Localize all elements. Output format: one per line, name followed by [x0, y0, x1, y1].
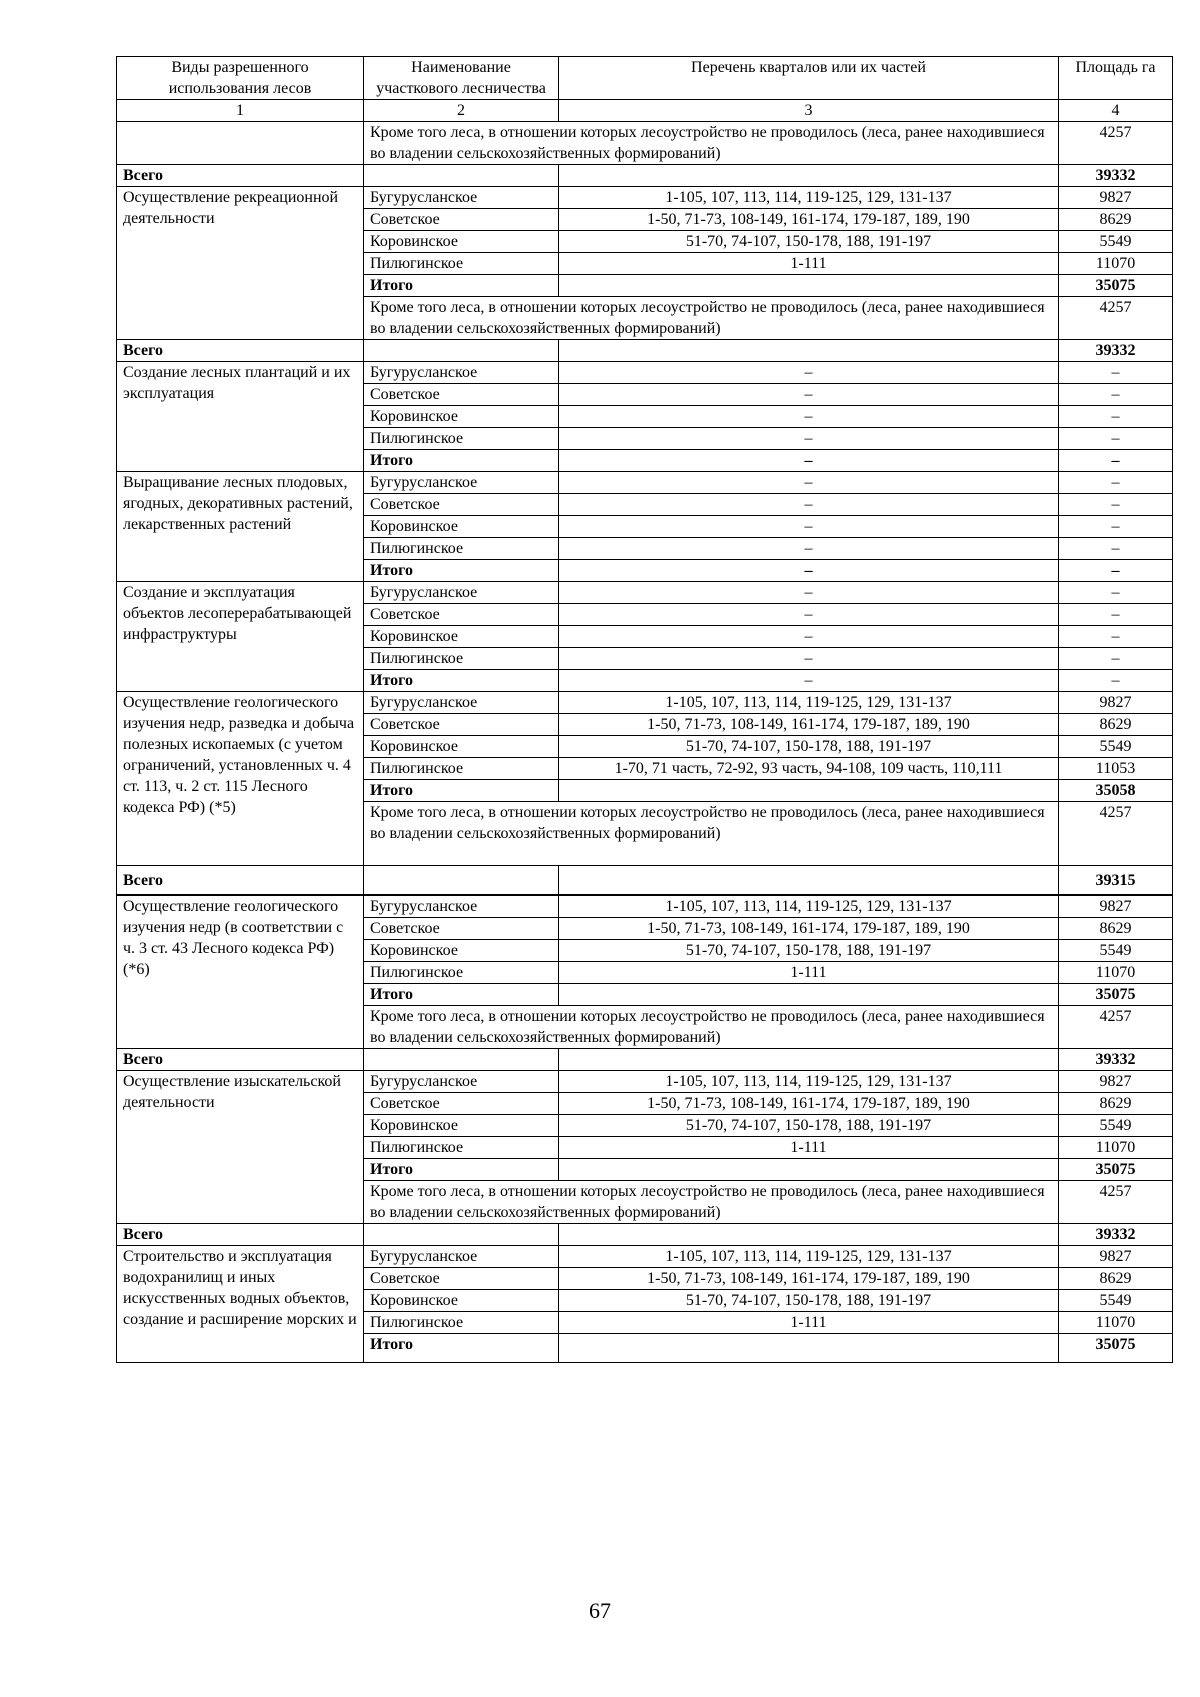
quarter-list: 1-105, 107, 113, 114, 119-125, 129, 131-137: [559, 1246, 1059, 1268]
subtotal-label: Итого: [364, 275, 559, 297]
subtotal-label: Итого: [364, 1159, 559, 1181]
quarter-list: 51-70, 74-107, 150-178, 188, 191-197: [559, 1290, 1059, 1312]
forestry-name: Коровинское: [364, 1115, 559, 1137]
area-cell: 8629: [1059, 918, 1173, 940]
table-row: [117, 362, 1173, 384]
area-cell: 11070: [1059, 1312, 1173, 1334]
quarter-list: 1-50, 71-73, 108-149, 161-174, 179-187, 189, 190: [559, 1093, 1059, 1115]
area-cell: –: [1059, 494, 1173, 516]
forestry-name: Коровинское: [364, 406, 559, 428]
subtotal-label: Итого: [364, 780, 559, 802]
forestry-name: Коровинское: [364, 516, 559, 538]
forestry-name: Советское: [364, 714, 559, 736]
page-number: 67: [589, 1598, 611, 1623]
area-cell: 4257: [1059, 122, 1173, 165]
forestry-name: Советское: [364, 494, 559, 516]
forestry-name: Бугурусланское: [364, 472, 559, 494]
quarter-list: 1-111: [559, 253, 1059, 275]
quarter-list: –: [559, 560, 1059, 582]
total-label: Всего: [117, 866, 364, 896]
usage-type-cell: Осуществление геологического изучения недр, разведка и добыча полезных ископаемых (с учетом ограничений, установленных ч. 4 ст. 113, ч. 2 ст. 115 Лесного кодекса РФ) (*5): [117, 692, 364, 866]
header-area: Площадь га: [1059, 57, 1173, 100]
quarter-list: 1-111: [559, 1312, 1059, 1334]
note-text: Кроме того леса, в отношении которых лесоустройство не проводилось (леса, ранее находившиеся во владении сельскохозяйственных формирований): [364, 802, 1059, 866]
forestry-name: Пилюгинское: [364, 253, 559, 275]
table-row: [117, 692, 1173, 714]
total-label: Всего: [117, 1049, 364, 1071]
area-cell: 9827: [1059, 1246, 1173, 1268]
quarter-list: 1-105, 107, 113, 114, 119-125, 129, 131-137: [559, 895, 1059, 918]
area-cell: –: [1059, 516, 1173, 538]
quarter-list: 51-70, 74-107, 150-178, 188, 191-197: [559, 940, 1059, 962]
forestry-name: Пилюгинское: [364, 962, 559, 984]
forestry-name: Советское: [364, 918, 559, 940]
total-area: 39332: [1059, 340, 1173, 362]
area-cell: 9827: [1059, 692, 1173, 714]
quarter-list: –: [559, 494, 1059, 516]
total-row: [117, 1049, 1173, 1071]
forestry-name: Бугурусланское: [364, 1071, 559, 1093]
forestry-name: Советское: [364, 384, 559, 406]
total-area: 39332: [1059, 1224, 1173, 1246]
column-number: 1: [117, 100, 364, 122]
table-column-numbers-row: [117, 100, 1173, 122]
usage-type-cell: Осуществление изыскательской деятельности: [117, 1071, 364, 1224]
table-row: [117, 122, 1173, 165]
quarter-list: 1-50, 71-73, 108-149, 161-174, 179-187, 189, 190: [559, 1268, 1059, 1290]
quarter-list: 1-105, 107, 113, 114, 119-125, 129, 131-137: [559, 187, 1059, 209]
subtotal-label: Итого: [364, 1334, 559, 1363]
area-cell: 11070: [1059, 1137, 1173, 1159]
quarter-list: –: [559, 516, 1059, 538]
total-area: 39332: [1059, 1049, 1173, 1071]
quarter-list: –: [559, 648, 1059, 670]
quarter-list: 1-50, 71-73, 108-149, 161-174, 179-187, 189, 190: [559, 918, 1059, 940]
forestry-name: Коровинское: [364, 626, 559, 648]
area-cell: 5549: [1059, 231, 1173, 253]
table-row: [117, 582, 1173, 604]
forestry-name: Коровинское: [364, 736, 559, 758]
forestry-name: Пилюгинское: [364, 648, 559, 670]
area-cell: 11053: [1059, 758, 1173, 780]
note-text: Кроме того леса, в отношении которых лесоустройство не проводилось (леса, ранее находившиеся во владении сельскохозяйственных формирований): [364, 122, 1059, 165]
quarter-list: –: [559, 406, 1059, 428]
quarter-list: 1-111: [559, 962, 1059, 984]
quarter-list: –: [559, 428, 1059, 450]
forestry-name: Советское: [364, 1268, 559, 1290]
table-header-row: [117, 57, 1173, 100]
area-cell: 4257: [1059, 802, 1173, 866]
subtotal-area: 35075: [1059, 1159, 1173, 1181]
forestry-name: Пилюгинское: [364, 428, 559, 450]
note-text: Кроме того леса, в отношении которых лесоустройство не проводилось (леса, ранее находившиеся во владении сельскохозяйственных формирований): [364, 1006, 1059, 1049]
area-cell: 9827: [1059, 895, 1173, 918]
forestry-name: Пилюгинское: [364, 758, 559, 780]
total-label: Всего: [117, 1224, 364, 1246]
subtotal-label: Итого: [364, 670, 559, 692]
quarter-list: –: [559, 626, 1059, 648]
area-cell: 9827: [1059, 1071, 1173, 1093]
column-number: 4: [1059, 100, 1173, 122]
area-cell: –: [1059, 538, 1173, 560]
forestry-name: Коровинское: [364, 231, 559, 253]
forestry-name: Советское: [364, 604, 559, 626]
usage-type-cell: Осуществление рекреационной деятельности: [117, 187, 364, 340]
header-usage-type: Виды разрешенного использования лесов: [117, 57, 364, 100]
column-number: 2: [364, 100, 559, 122]
header-quarter-list: Перечень кварталов или их частей: [559, 57, 1059, 100]
forestry-name: Пилюгинское: [364, 538, 559, 560]
forestry-name: Коровинское: [364, 940, 559, 962]
area-cell: –: [1059, 428, 1173, 450]
forestry-name: Пилюгинское: [364, 1312, 559, 1334]
usage-type-cell: Создание и эксплуатация объектов лесоперерабатывающей инфраструктуры: [117, 582, 364, 692]
header-forestry-name: Наименование участкового лесничества: [364, 57, 559, 100]
usage-type-cell: Создание лесных плантаций и их эксплуатация: [117, 362, 364, 472]
quarter-list: –: [559, 670, 1059, 692]
area-cell: –: [1059, 384, 1173, 406]
quarter-list: 1-105, 107, 113, 114, 119-125, 129, 131-137: [559, 692, 1059, 714]
quarter-list: –: [559, 384, 1059, 406]
quarter-list: 1-70, 71 часть, 72-92, 93 часть, 94-108, 109 часть, 110,111: [559, 758, 1059, 780]
total-row: [117, 866, 1173, 896]
subtotal-label: Итого: [364, 984, 559, 1006]
area-cell: –: [1059, 406, 1173, 428]
table-row: [117, 187, 1173, 209]
quarter-list: 51-70, 74-107, 150-178, 188, 191-197: [559, 231, 1059, 253]
area-cell: 5549: [1059, 940, 1173, 962]
area-cell: 9827: [1059, 187, 1173, 209]
subtotal-area: –: [1059, 670, 1173, 692]
area-cell: –: [1059, 648, 1173, 670]
subtotal-area: 35075: [1059, 984, 1173, 1006]
note-text: Кроме того леса, в отношении которых лесоустройство не проводилось (леса, ранее находившиеся во владении сельскохозяйственных формирований): [364, 297, 1059, 340]
quarter-list: –: [559, 362, 1059, 384]
subtotal-area: 35075: [1059, 1334, 1173, 1363]
total-row: [117, 1224, 1173, 1246]
area-cell: 11070: [1059, 253, 1173, 275]
table-row: [117, 472, 1173, 494]
total-area: 39332: [1059, 165, 1173, 187]
quarter-list: 1-111: [559, 1137, 1059, 1159]
quarter-list: 51-70, 74-107, 150-178, 188, 191-197: [559, 1115, 1059, 1137]
quarter-list: –: [559, 450, 1059, 472]
area-cell: 11070: [1059, 962, 1173, 984]
total-area: 39315: [1059, 866, 1173, 896]
area-cell: 4257: [1059, 297, 1173, 340]
quarter-list: 1-50, 71-73, 108-149, 161-174, 179-187, 189, 190: [559, 209, 1059, 231]
area-cell: –: [1059, 472, 1173, 494]
area-cell: 5549: [1059, 1290, 1173, 1312]
total-row: [117, 165, 1173, 187]
usage-type-cell: Выращивание лесных плодовых, ягодных, декоративных растений, лекарственных растений: [117, 472, 364, 582]
area-cell: 5549: [1059, 1115, 1173, 1137]
forest-use-table: [116, 56, 1173, 1363]
forestry-name: Советское: [364, 209, 559, 231]
quarter-list: 1-50, 71-73, 108-149, 161-174, 179-187, 189, 190: [559, 714, 1059, 736]
area-cell: –: [1059, 626, 1173, 648]
subtotal-area: –: [1059, 560, 1173, 582]
usage-type-cell: Осуществление геологического изучения недр (в соответствии с ч. 3 ст. 43 Лесного кодекса РФ) (*6): [117, 895, 364, 1049]
subtotal-area: 35058: [1059, 780, 1173, 802]
total-row: [117, 340, 1173, 362]
subtotal-label: Итого: [364, 560, 559, 582]
table-row: [117, 1071, 1173, 1093]
area-cell: 8629: [1059, 714, 1173, 736]
area-cell: 8629: [1059, 1093, 1173, 1115]
quarter-list: –: [559, 604, 1059, 626]
usage-type-cell: Строительство и эксплуатация водохранилищ и иных искусственных водных объектов, создание и расширение морских и: [117, 1246, 364, 1363]
forestry-name: Бугурусланское: [364, 362, 559, 384]
area-cell: 8629: [1059, 1268, 1173, 1290]
forestry-name: Советское: [364, 1093, 559, 1115]
subtotal-area: –: [1059, 450, 1173, 472]
quarter-list: –: [559, 538, 1059, 560]
note-text: Кроме того леса, в отношении которых лесоустройство не проводилось (леса, ранее находившиеся во владении сельскохозяйственных формирований): [364, 1181, 1059, 1224]
subtotal-label: Итого: [364, 450, 559, 472]
forestry-name: Пилюгинское: [364, 1137, 559, 1159]
area-cell: 4257: [1059, 1006, 1173, 1049]
area-cell: 8629: [1059, 209, 1173, 231]
column-number: 3: [559, 100, 1059, 122]
forestry-name: Бугурусланское: [364, 582, 559, 604]
usage-type-cell: [117, 122, 364, 165]
table-row: [117, 1246, 1173, 1268]
area-cell: –: [1059, 604, 1173, 626]
quarter-list: –: [559, 472, 1059, 494]
area-cell: 4257: [1059, 1181, 1173, 1224]
subtotal-area: 35075: [1059, 275, 1173, 297]
forestry-name: Бугурусланское: [364, 895, 559, 918]
area-cell: –: [1059, 362, 1173, 384]
table-row: [117, 895, 1173, 918]
quarter-list: –: [559, 582, 1059, 604]
area-cell: 5549: [1059, 736, 1173, 758]
total-label: Всего: [117, 165, 364, 187]
quarter-list: 51-70, 74-107, 150-178, 188, 191-197: [559, 736, 1059, 758]
area-cell: –: [1059, 582, 1173, 604]
forestry-name: Коровинское: [364, 1290, 559, 1312]
forestry-name: Бугурусланское: [364, 1246, 559, 1268]
forestry-name: Бугурусланское: [364, 692, 559, 714]
forestry-name: Бугурусланское: [364, 187, 559, 209]
total-label: Всего: [117, 340, 364, 362]
quarter-list: 1-105, 107, 113, 114, 119-125, 129, 131-137: [559, 1071, 1059, 1093]
